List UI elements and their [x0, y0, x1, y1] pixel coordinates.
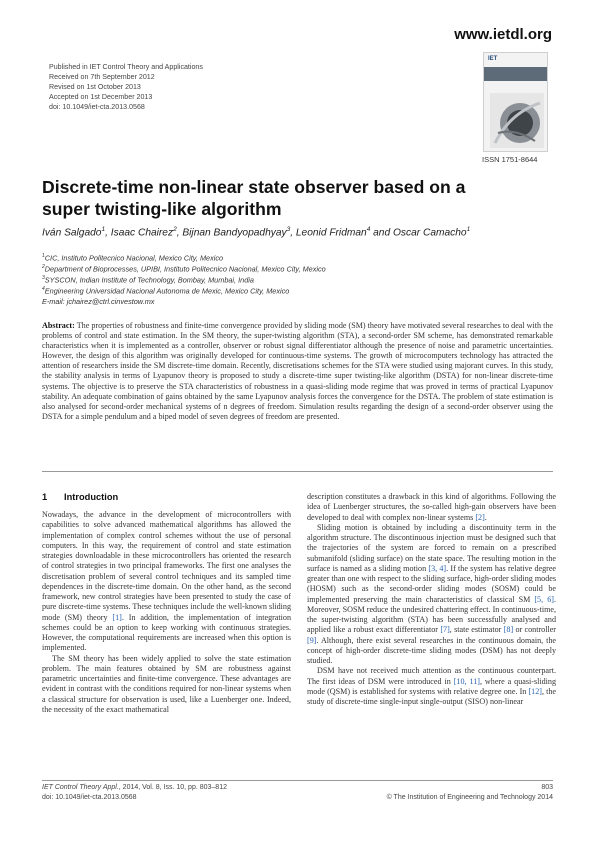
paper-title — [42, 176, 552, 220]
contact-email[interactable]: E-mail: jchairez@ctrl.cinvestow.mx — [42, 296, 155, 306]
author-affil-mark: 1 — [101, 226, 106, 233]
citation-link[interactable]: [7] — [440, 625, 450, 635]
section-title: Introduction — [64, 492, 119, 502]
separator: and — [370, 227, 393, 239]
paragraph-text: , the study of discrete-time single-input single-output (SISO) non-linear — [307, 686, 556, 706]
affil-text: Department of Bioprocesses, UPIBI, Instituto Politecnico Nacional, Mexico City, Mexico — [44, 264, 326, 274]
author-name: Iván Salgado — [42, 227, 102, 239]
paragraph-text: . Although, there exist several researches in the continuous domain, the concept of high-order discrete-time sliding modes (DSM) has not deeply studied. — [307, 635, 556, 665]
citation-link[interactable]: [2] — [475, 512, 485, 522]
pub-info-line: Published in IET Control Theory and Applications — [49, 63, 203, 71]
affil-text: Engineering Universidad Nacional Autonoma de Mexic, Mexico City, Mexico — [44, 286, 290, 296]
body-column-right — [307, 492, 556, 707]
affil-mark: 3 — [42, 275, 45, 282]
citation-link[interactable]: [1] — [112, 612, 122, 622]
author-affil-mark: 2 — [173, 226, 177, 233]
author-affil-mark: 1 — [466, 226, 471, 233]
paragraph — [42, 654, 291, 716]
paragraph-text: The SM theory has been widely applied to solve the state estimation problem. The main features obtained by SM are robustness against parametric uncertainties and finite-time convergence. These advantages are evident in contrast with the conditions required for non-linear systems when a classical structure for observation is used, like a Luenberger one. Indeed, the necessity of the exact mathematical — [42, 653, 291, 714]
paragraph-text: . In addition, the implementation of integration schemes could be an option to keep working with continuous strategies. However, the computational requirements are increased when this option is implemented. — [42, 612, 291, 653]
affiliations — [42, 252, 552, 306]
footer-doi[interactable]: doi: 10.1049/iet-cta.2013.0568 — [42, 793, 137, 801]
author-name: Leonid Fridman — [295, 227, 367, 239]
affiliation — [42, 263, 552, 274]
separator: , — [176, 227, 183, 239]
separator: , — [290, 227, 296, 239]
paragraph-text: . Moreover, SOSM reduce the undesired chattering effect. In continuous-time, the super-twisting algorithm (STA) has been successfully analysed and applied like a robust exact differentiator — [307, 594, 556, 635]
author-name: Isaac Chairez — [110, 227, 174, 239]
abstract-label: Abstract: — [42, 321, 75, 330]
paragraph — [307, 523, 556, 667]
paragraph-text: Nowadays, the advance in the development of microcontrollers with capabilities to solve advanced mathematical algorithms has allowed the implementation of complex control schemes without the use of personal computers. In this way, the requirement of control and state estimation strategies downloadable in these microcontrollers has oriented the research of control strategies in two principal frameworks. The first one analyses the discretisation problem of several control techniques and its sampled time dependences in the discrete-time domain. On the other hand, as the second framework, new control strategies have been presented to study the case of pure discrete-time systems. These techniques include the well-known sliding mode (SM) theory — [42, 510, 291, 622]
paragraph — [307, 666, 556, 707]
section-heading — [42, 492, 118, 502]
citation-link[interactable]: [12] — [528, 686, 542, 696]
paragraph — [42, 510, 291, 654]
affil-text: SYSCON, Indian Institute of Technology, Bombay, Mumbai, India — [44, 275, 254, 285]
paragraph-text: DSM have not received much attention as the continuous counterpart. The first ideas of DSM were introduced in — [307, 666, 556, 686]
author-affil-mark: 4 — [366, 226, 371, 233]
pub-info-line: Accepted on 1st December 2013 — [49, 93, 153, 101]
paragraph-text: Sliding motion is obtained by including a discontinuity term in the algorithm structure. The discontinuous injection must be designed such that the trajectories of the system are forced to remain on a prescribed submanifold (sliding surface) on the state space. The resulting motion in the surface is named as a sliding motion — [307, 522, 556, 573]
footer-journal-name: IET Control Theory Appl. — [42, 784, 119, 791]
pub-info-line: Revised on 1st October 2013 — [49, 83, 141, 91]
title-line-1: Discrete-time non-linear state observer based on a — [42, 177, 466, 197]
separator: , — [105, 227, 111, 239]
abstract — [42, 321, 553, 422]
section-number: 1 — [42, 492, 48, 502]
citation-link[interactable]: [5, 6] — [534, 594, 554, 604]
paragraph-text: . — [484, 512, 487, 522]
journal-cover-band — [484, 67, 547, 81]
pub-info-line: Received on 7th September 2012 — [49, 73, 155, 81]
affil-text: CIC, Instituto Politecnico Nacional, Mexico City, Mexico — [44, 253, 224, 263]
author-name: Oscar Camacho — [392, 227, 467, 239]
page-number: 803 — [541, 784, 553, 791]
affiliation — [42, 285, 552, 296]
footer-journal-line — [42, 783, 227, 793]
affil-mark: 4 — [42, 286, 45, 293]
body-column-left — [42, 510, 291, 715]
affil-mark: 1 — [42, 253, 45, 259]
author-name: Bijnan Bandyopadhyay — [182, 227, 287, 239]
citation-link[interactable]: [3, 4] — [428, 563, 447, 573]
citation-link[interactable]: [8] — [503, 625, 514, 635]
paragraph-text: . If the system has relative degree greater than one with respect to the sliding surface, high-order sliding modes (HOSM) such as the second-order sliding modes (SOSM) could be implemented preserving the main characteristics of classical SM — [307, 563, 557, 604]
footer-page-info — [387, 783, 553, 802]
affiliation — [42, 252, 552, 263]
pub-info-doi[interactable]: doi: 10.1049/iet-cta.2013.0568 — [49, 103, 145, 111]
title-line-2: super twisting-like algorithm — [42, 199, 282, 219]
journal-cover-artwork — [490, 93, 544, 148]
footer-volume: , 2014, Vol. 8, Iss. 10, pp. 803–812 — [118, 784, 227, 791]
affiliation — [42, 274, 552, 285]
abstract-divider — [42, 471, 553, 472]
paragraph-text: description constitutes a drawback in this kind of algorithms. Following the idea of Luenberger structures, the so-called high-gain observers have been developed to deal with complex non-linear systems — [307, 492, 556, 522]
journal-cover-image — [483, 52, 548, 152]
author-affil-mark: 3 — [286, 226, 291, 233]
paragraph-text: , state estimator — [449, 625, 504, 635]
footer-citation — [42, 783, 227, 802]
paragraph-text: , where a quasi-sliding mode (QSM) is established for systems with relative degree one. In — [307, 676, 557, 696]
footer-divider — [42, 780, 553, 781]
abstract-text: The properties of robustness and finite-time convergence provided by sliding mode (SM) theory have motivated several researches to deal with the problems of control and state estimation. In the SM theory, the super-twisting algorithm (STA), a second-order SM scheme, has demonstrated remarkable characteristics when it is implemented as a controller, observer or robust signal differentiator although the presence of noise and parametric uncertainties. However, the design of this algorithm was originally developed for continuous-time systems. The growth of microcomputers technology has attracted the attention of researchers inside the SM discrete-time domain. Recently, discretisations schemes for the STA were studied using majorant curves. In this study, the stability analysis in terms of Lyapunov theory is proposed to study a discrete-time super twisting-like algorithm (DSTA) for non-linear discrete-time systems. The objective is to preserve the STA characteristics of robustness in a quasi-sliding mode regime that was proved in terms of practical Lyapunov stability. An adequate combination of gains obtained by the same Lyapunov analysis forces the convergence for the DSTA. The problem of state estimation is also analysed for second-order mechanical systems of n degrees of freedom. Simulation results regarding the design of a second-order observer using the DSTA for a simple pendulum and a biped model of seven degrees of freedom are presented. — [42, 321, 553, 421]
citation-link[interactable]: [10, 11] — [453, 676, 480, 686]
journal-cover-logo: IET — [488, 56, 498, 62]
author-list — [42, 223, 552, 239]
paragraph — [307, 492, 556, 523]
publication-info — [49, 62, 203, 112]
copyright: © The Institution of Engineering and Technology 2014 — [386, 793, 553, 801]
issn: ISSN 1751-8644 — [482, 155, 538, 164]
affil-mark: 2 — [42, 264, 45, 271]
site-url[interactable]: www.ietdl.org — [454, 26, 552, 43]
paragraph-text: or controller — [513, 625, 556, 635]
citation-link[interactable]: [9] — [307, 635, 317, 645]
